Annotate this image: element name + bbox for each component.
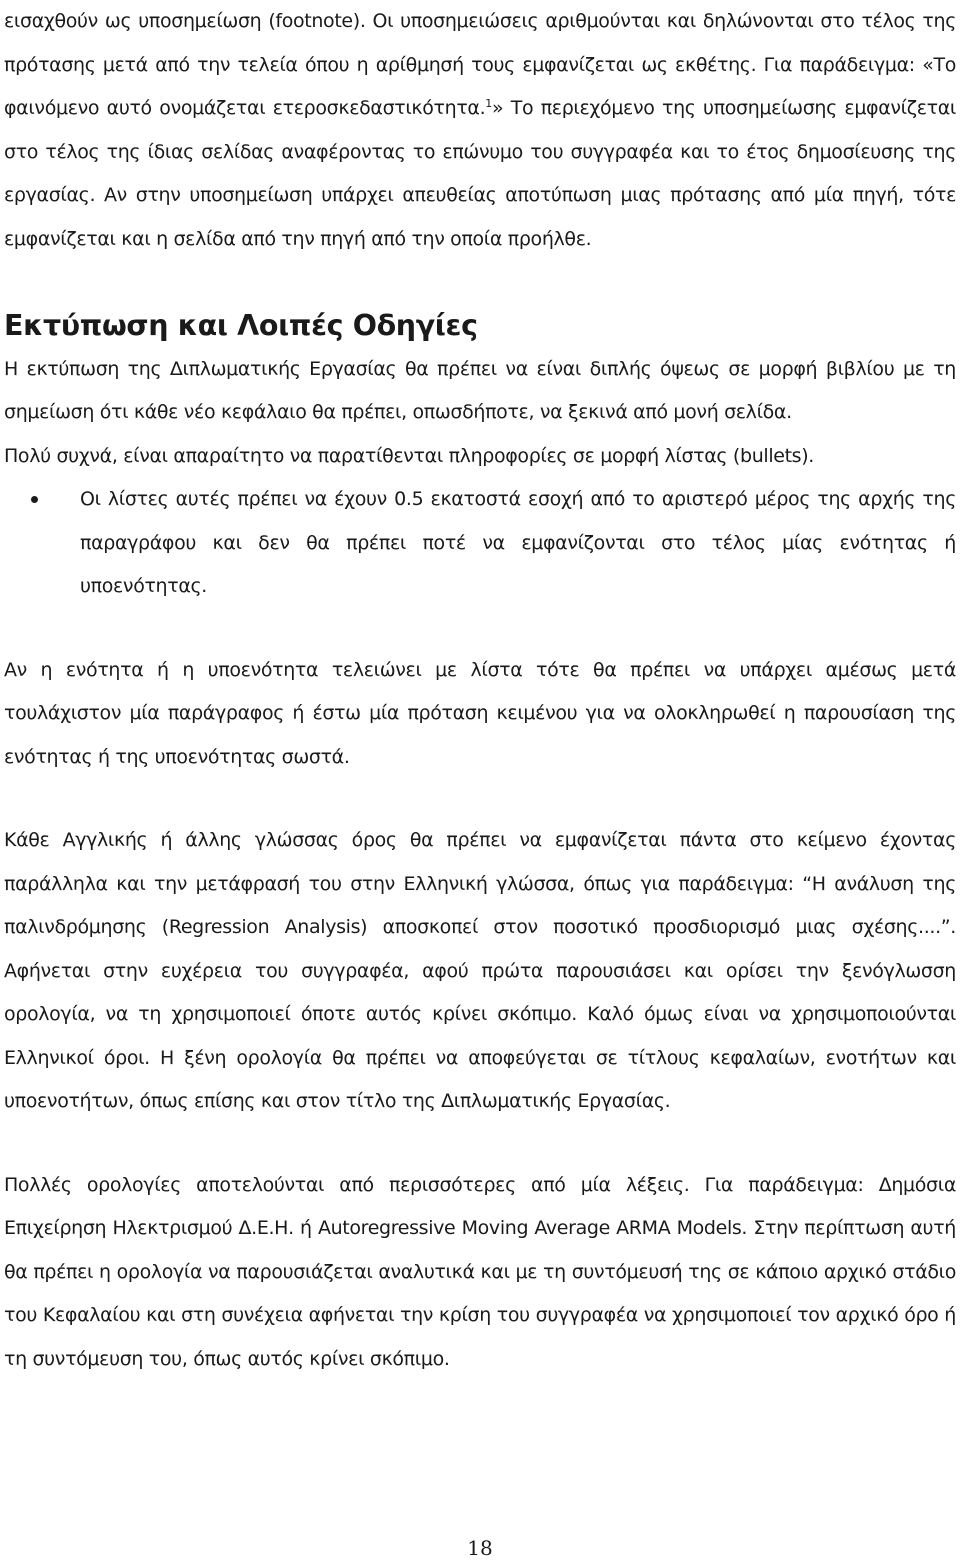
document-page [4,0,956,1381]
bullets-intro-paragraph: Πολύ συχνά, είναι απαραίτητο να παρατίθενται πληροφορίες σε μορφή λίστας (bullets). [4,444,814,467]
footnote-paragraph [4,0,956,261]
footnote-text-before: εισαχθούν ως υποσημείωση (footnote). Οι υποσημειώσεις αριθμούνται και δηλώνονται στο τέλος της πρότασης μετά από την τελεία όπου η αρίθμησή τους εμφανίζεται ως εκθέτης. Για παράδειγμα: «Το φαινόμενο αυτό ονομάζεται ετεροσκεδαστικότητα. [4,10,956,119]
list-item [4,478,956,609]
footnote-text-after: » Το περιεχόμενο της υποσημείωσης εμφανίζεται στο τέλος της ίδιας σελίδας αναφέροντας το επώνυμο του συγγραφέα και το έτος δημοσίευσης της εργασίας. Αν στην υποσημείωση υπάρχει απευθείας αποτύπωση μιας πρότασης από μία πηγή, τότε εμφανίζεται και η σελίδα από την πηγή από την οποία προήλθε. [4,97,957,250]
list-end-paragraph: Αν η ενότητα ή η υποενότητα τελειώνει με λίστα τότε θα πρέπει να υπάρχει αμέσως μετά τουλάχιστον μία παράγραφος ή έστω μία πρόταση κειμένου για να ολοκληρωθεί η παρουσίαση της ενότητας ή της υποενότητας σωστά. [4,658,956,768]
section-heading: Εκτύπωση και Λοιπές Οδηγίες [4,309,478,342]
list-item-text: Οι λίστες αυτές πρέπει να έχουν 0.5 εκατοστά εσοχή από το αριστερό μέρος της αρχής της παραγράφου και δεν θα πρέπει ποτέ να εμφανίζονται στο τέλος μίας ενότητας ή υποενότητας. [80,488,956,597]
printing-paragraph: Η εκτύπωση της Διπλωματικής Εργασίας θα πρέπει να είναι διπλής όψεως σε μορφή βιβλίου με τη σημείωση ότι κάθε νέο κεφάλαιο θα πρέπει, οπωσδήποτε, να ξεκινά από μονή σελίδα. [4,357,956,423]
page-number: 18 [467,1536,493,1560]
terms-paragraph: Κάθε Αγγλικής ή άλλης γλώσσας όρος θα πρέπει να εμφανίζεται πάντα στο κείμενο έχοντας παράλληλα και την μετάφρασή του στην Ελληνική γλώσσα, όπως για παράδειγμα: “Η ανάλυση της παλινδρόμησης (Regression Analysis) αποσκοπεί στον ποσοτικό προσδιορισμό μιας σχέσης....”. Αφήνεται στην ευχέρεια του συγγραφέα, αφού πρώτα παρουσιάσει και ορίσει την ξενόγλωσση ορολογία, να τη χρησιμοποιεί όποτε αυτός κρίνει σκόπιμο. Καλό όμως είναι να χρησιμοποιούνται Ελληνικοί όροι. Η ξένη ορολογία θα πρέπει να αποφεύγεται σε τίτλους κεφαλαίων, ενοτήτων και υποενοτήτων, όπως επίσης και στον τίτλο της Διπλωματικής Εργασίας. [4,829,956,1112]
footnote-superscript: 1 [485,97,492,110]
multiword-paragraph: Πολλές ορολογίες αποτελούνται από περισσότερες από μία λέξεις. Για παράδειγμα: Δημόσια Επιχείρηση Ηλεκτρισμού Δ.Ε.Η. ή Autoregressive Moving Average ARMA Models. Στην περίπτωση αυτή θα πρέπει η ορολογία να παρουσιάζεται αναλυτικά και με τη συντόμευσή της σε κάποιο αρχικό στάδιο του Κεφαλαίου και στη συνέχεια αφήνεται την κρίση του συγγραφέα να χρησιμοποιεί τον αρχικό όρο ή τη συντόμευση του, όπως αυτός κρίνει σκόπιμο. [4,1173,956,1370]
bullet-icon [31,496,38,503]
bullet-list [4,478,956,609]
